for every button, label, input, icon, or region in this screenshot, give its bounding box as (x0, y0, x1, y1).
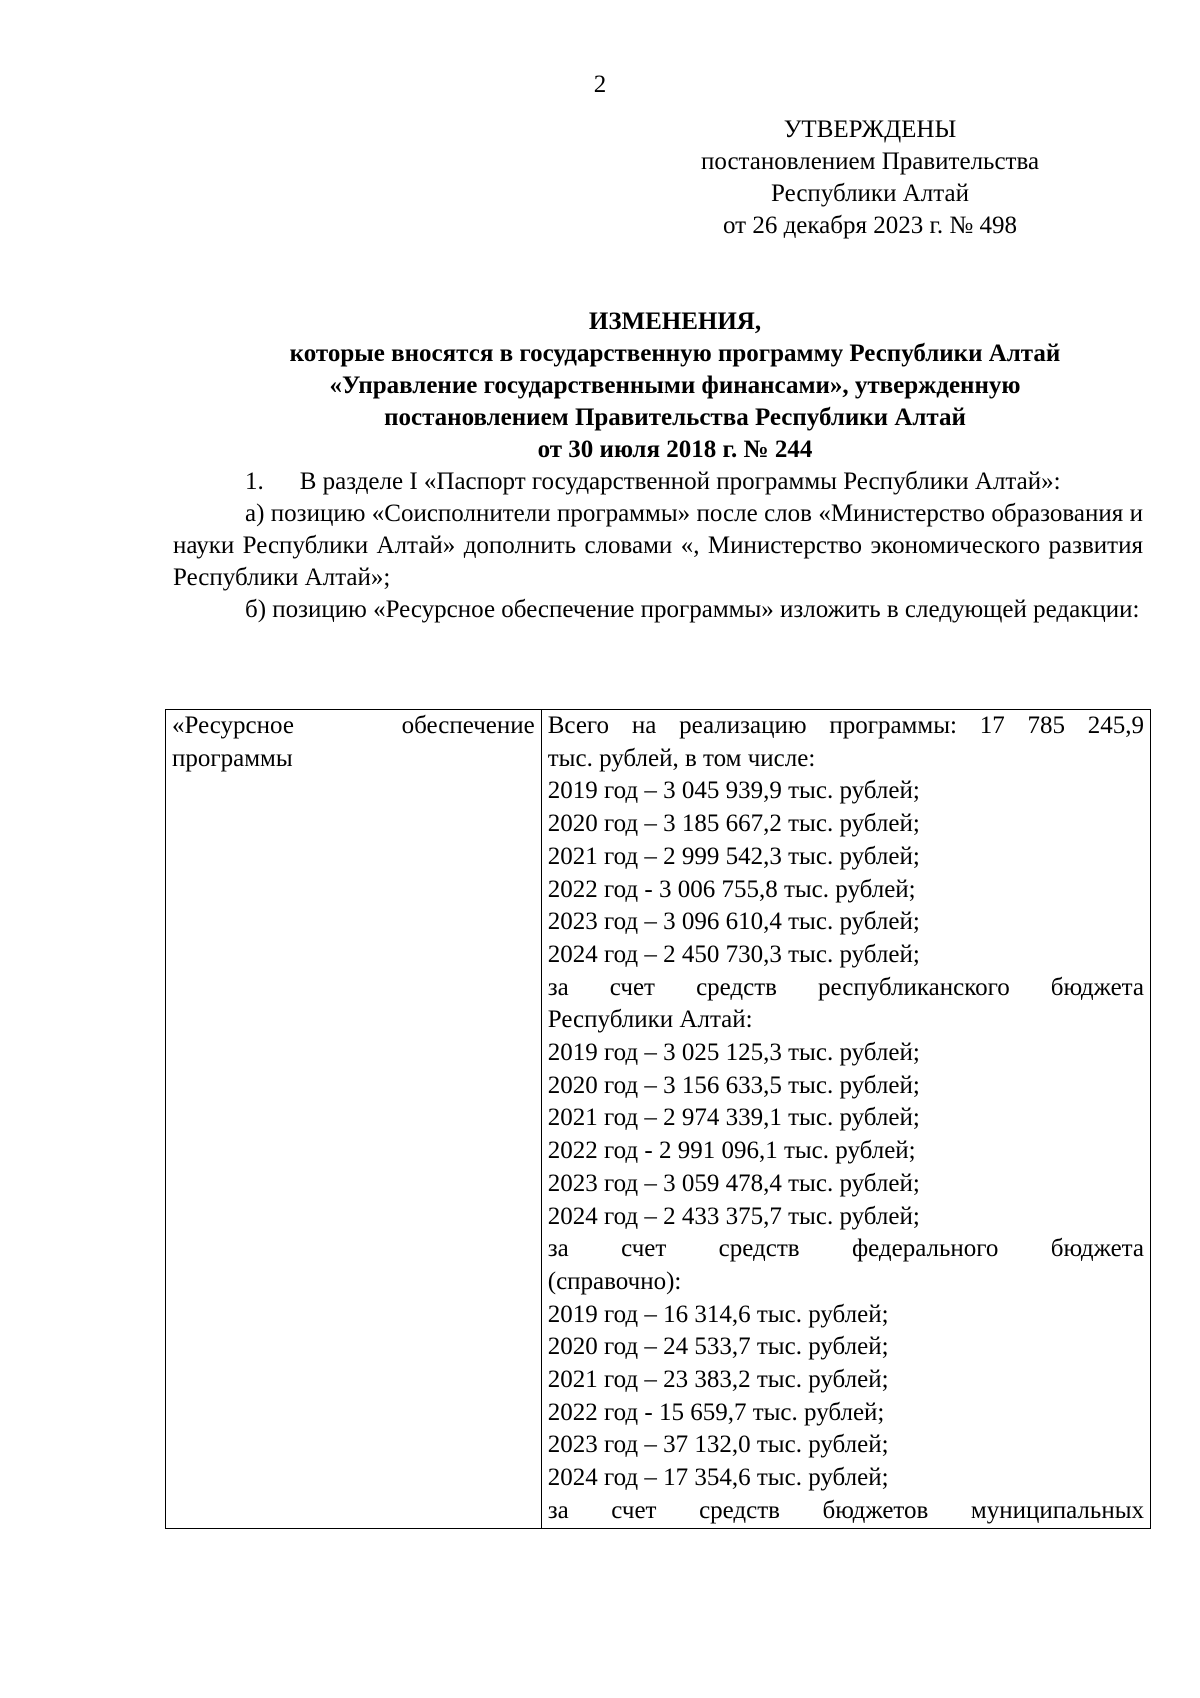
total-line: тыс. рублей, в том числе: (547, 744, 816, 772)
year-amount-line: 2020 год – 3 156 633,5 тыс. рублей; (547, 1071, 920, 1099)
year-amount-line: 2021 год – 23 383,2 тыс. рублей; (547, 1366, 889, 1394)
federal-years-list (548, 1299, 1144, 1495)
republic-budget-line (548, 972, 1144, 1005)
year-amount-line: 2019 год – 3 045 939,9 тыс. рублей; (547, 777, 920, 805)
year-amount-line: 2024 год – 17 354,6 тыс. рублей; (547, 1464, 889, 1492)
line-word: счет (621, 1235, 667, 1263)
year-amount-line: 2023 год – 3 059 478,4 тыс. рублей; (547, 1169, 920, 1197)
line-word: муниципальных (970, 1496, 1144, 1524)
line-word: средств (696, 973, 777, 1001)
year-amount-line: 2024 год – 2 450 730,3 тыс. рублей; (547, 940, 920, 968)
year-amount-line: 2020 год – 24 533,7 тыс. рублей; (547, 1333, 889, 1361)
year-amount-line: 2023 год – 3 096 610,4 тыс. рублей; (547, 908, 920, 936)
federal-budget-line (548, 1233, 1144, 1266)
label-line: программы (172, 744, 293, 772)
label-line (172, 710, 535, 743)
year-amount-line: 2021 год – 2 974 339,1 тыс. рублей; (547, 1104, 920, 1132)
paragraph-text: В разделе I «Паспорт государственной программы Республики Алтай»: (299, 468, 1061, 495)
label-word: «Ресурсное (172, 712, 294, 739)
heading-line: постановлением Правительства Республики Алтай (384, 404, 966, 431)
year-amount-line: 2022 год - 15 659,7 тыс. рублей; (547, 1398, 885, 1426)
total-line: Всего на реализацию программы: 17 785 245,9 (547, 712, 1144, 739)
year-amount-line: 2020 год – 3 185 667,2 тыс. рублей; (547, 810, 920, 838)
resource-table (165, 709, 1151, 1529)
line-word: средств (699, 1496, 780, 1524)
line-word: счет (609, 973, 655, 1001)
year-amount-line: 2019 год – 16 314,6 тыс. рублей; (547, 1300, 889, 1328)
heading-date: от 30 июля 2018 г. № 244 (537, 436, 813, 463)
municipal-budget-line (548, 1495, 1144, 1528)
republic-budget-line: Республики Алтай: (547, 1006, 753, 1034)
table-label-cell (166, 710, 542, 1529)
heading-title: ИЗМЕНЕНИЯ, (588, 308, 762, 335)
label-word: обеспечение (401, 712, 535, 739)
paragraph-b: б) позицию «Ресурсное обеспечение программы» изложить в следующей редакции: (245, 596, 1140, 623)
line-word: средств (718, 1235, 800, 1263)
line-word: бюджета (1050, 973, 1144, 1001)
line-word: счет (611, 1496, 657, 1524)
year-amount-line: 2021 год – 2 999 542,3 тыс. рублей; (547, 842, 920, 870)
paragraph-1 (173, 466, 1143, 498)
table-row (166, 710, 1151, 1529)
line-word: федерального (851, 1235, 999, 1263)
page-number: 2 (593, 71, 607, 98)
heading-line: «Управление государственными финансами», утвержденную (329, 372, 1021, 399)
paragraph-number: 1. (245, 468, 264, 495)
approval-block (660, 114, 1080, 242)
year-amount-line: 2019 год – 3 025 125,3 тыс. рублей; (547, 1039, 920, 1067)
heading-line: которые вносятся в государственную программу Республики Алтай (289, 340, 1061, 367)
year-amount-line: 2022 год - 3 006 755,8 тыс. рублей; (547, 875, 916, 903)
year-amount-line: 2022 год - 2 991 096,1 тыс. рублей; (547, 1137, 916, 1165)
line-word: за (547, 1235, 569, 1263)
approval-line: постановлением Правительства (700, 148, 1040, 175)
approval-date: от 26 декабря 2023 г. № 498 (722, 212, 1018, 239)
document-heading (160, 306, 1190, 466)
year-amount-line: 2023 год – 37 132,0 тыс. рублей; (547, 1431, 889, 1459)
line-word: бюджетов (822, 1496, 929, 1524)
line-word: за (547, 1496, 569, 1524)
approval-title: УТВЕРЖДЕНЫ (783, 116, 957, 143)
year-amount-line: 2024 год – 2 433 375,7 тыс. рублей; (547, 1202, 920, 1230)
line-word: республиканского (818, 973, 1010, 1001)
body-paragraphs (173, 466, 1143, 626)
federal-budget-line: (справочно): (547, 1267, 682, 1295)
line-word: бюджета (1050, 1235, 1144, 1263)
approval-line: Республики Алтай (771, 180, 969, 207)
paragraph-a: а) позицию «Соисполнители программы» после слов «Министерство образования и науки Республики Алтай» дополнить словами «, Министерство экономического развития Республики Алтай»; (173, 500, 1143, 591)
total-years-list (548, 775, 1144, 971)
republic-years-list (548, 1037, 1144, 1233)
line-word: за (547, 973, 569, 1001)
table-content-cell (541, 710, 1150, 1529)
